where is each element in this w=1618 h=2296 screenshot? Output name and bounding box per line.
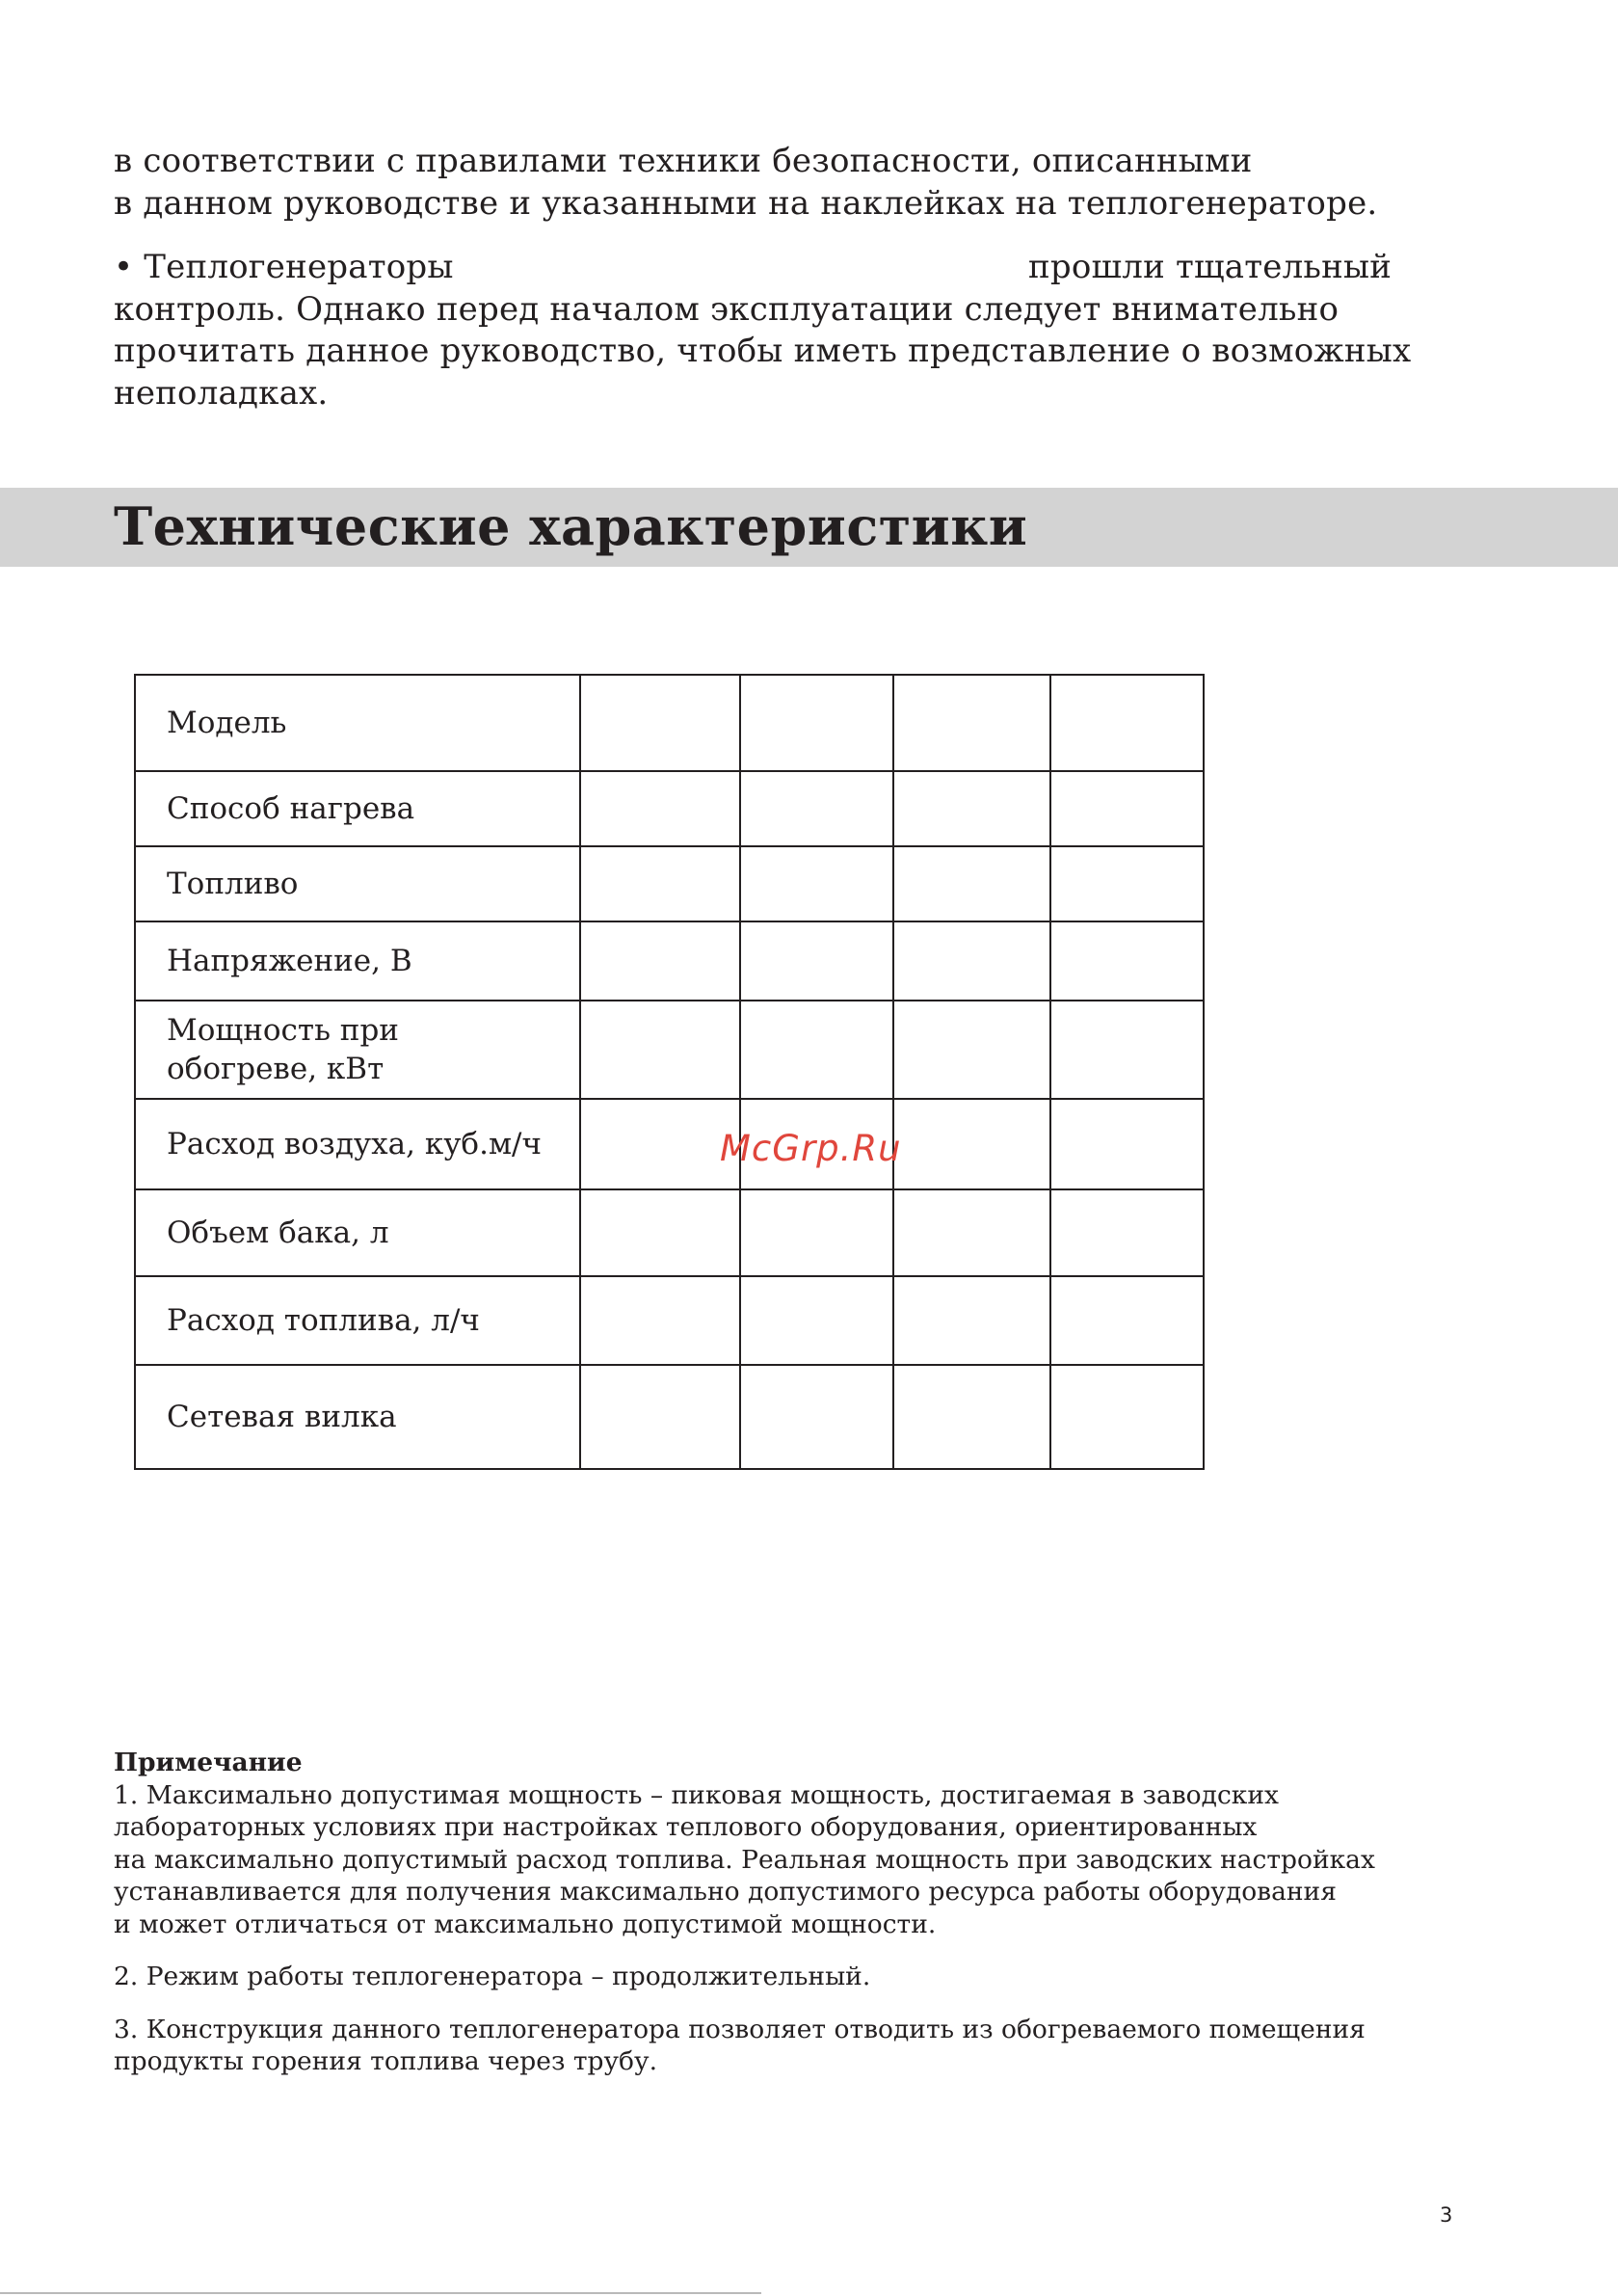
- note-3-line: продукты горения топлива через трубу.: [114, 2046, 658, 2076]
- notes-title: Примечание: [114, 1748, 303, 1777]
- table-row: [135, 921, 1204, 1001]
- intro-line: в данном руководстве и указанными на наклейках на теплогенераторе.: [114, 183, 1378, 223]
- value-cell: [580, 675, 740, 771]
- value-cell: [1050, 771, 1204, 846]
- value-cell: [740, 1276, 893, 1365]
- row-label: Способ нагрева: [167, 791, 415, 826]
- value-cell: [740, 675, 893, 771]
- spec-table-body: [135, 675, 1204, 1469]
- spec-table: [134, 674, 1205, 1470]
- value-cell: [580, 1365, 740, 1469]
- row-label: Топливо: [167, 867, 299, 901]
- watermark: McGrp.Ru: [720, 1128, 902, 1169]
- note-1-line: лабораторных условиях при настройках теплового оборудования, ориентированных: [114, 1812, 1258, 1842]
- row-label: Сетевая вилка: [167, 1400, 397, 1434]
- section-title: Технические характеристики: [114, 495, 1028, 557]
- intro-line: прочитать данное руководство, чтобы иметь представление о возможных: [114, 332, 1412, 370]
- value-cell: [893, 675, 1050, 771]
- intro-paragraph-2: [114, 247, 1411, 414]
- row-label-cell: [135, 1365, 580, 1469]
- table-row: [135, 1001, 1204, 1099]
- row-label-cell: [135, 1276, 580, 1365]
- bullet-text-left: • Теплогенераторы: [114, 248, 454, 286]
- row-label-cell: [135, 1001, 580, 1099]
- table-row: [135, 1365, 1204, 1469]
- row-label-cell: [135, 771, 580, 846]
- row-label-cell: [135, 921, 580, 1001]
- value-cell: [740, 1365, 893, 1469]
- row-label: Расход воздуха, куб.м/ч: [167, 1127, 542, 1161]
- value-cell: [1050, 675, 1204, 771]
- value-cell: [1050, 921, 1204, 1001]
- bullet-line: [114, 247, 1411, 289]
- note-3-line: 3. Конструкция данного теплогенератора позволяет отводить из обогреваемого помещения: [114, 2014, 1366, 2044]
- intro-line: в соответствии с правилами техники безопасности, описанными: [114, 142, 1253, 180]
- value-cell: [893, 1365, 1050, 1469]
- row-label-cell: [135, 846, 580, 921]
- row-label: Модель: [167, 706, 287, 740]
- value-cell: [1050, 1276, 1204, 1365]
- note-1-line: 1. Максимально допустимая мощность – пиковая мощность, достигаемая в заводских: [114, 1779, 1279, 1810]
- value-cell: [580, 771, 740, 846]
- value-cell: [1050, 1189, 1204, 1276]
- table-row: [135, 771, 1204, 846]
- value-cell: [1050, 1099, 1204, 1189]
- row-label-cell: [135, 1099, 580, 1189]
- value-cell: [1050, 1001, 1204, 1099]
- table-row: [135, 1276, 1204, 1365]
- value-cell: [580, 921, 740, 1001]
- value-cell: [580, 1276, 740, 1365]
- bullet-text-right: прошли тщательный: [1028, 248, 1393, 286]
- value-cell: [893, 1001, 1050, 1099]
- value-cell: [893, 771, 1050, 846]
- bottom-rule: [0, 2292, 761, 2294]
- table-row: [135, 1189, 1204, 1276]
- value-cell: [740, 846, 893, 921]
- row-label: Мощность при обогреве, кВт: [167, 1013, 399, 1086]
- note-1-line: устанавливается для получения максимально допустимого ресурса работы оборудования: [114, 1877, 1337, 1907]
- note-2: 2. Режим работы теплогенератора – продолжительный.: [114, 1962, 871, 1991]
- intro-line: контроль. Однако перед началом эксплуатации следует внимательно: [114, 289, 1339, 329]
- value-cell: [740, 771, 893, 846]
- value-cell: [893, 921, 1050, 1001]
- row-label: Расход топлива, л/ч: [167, 1303, 480, 1338]
- value-cell: [1050, 846, 1204, 921]
- value-cell: [580, 1001, 740, 1099]
- value-cell: [1050, 1365, 1204, 1469]
- value-cell: [893, 1276, 1050, 1365]
- row-label-cell: [135, 1189, 580, 1276]
- table-row: [135, 675, 1204, 771]
- table-row: [135, 1099, 1204, 1189]
- value-cell: [740, 1189, 893, 1276]
- value-cell: [580, 1189, 740, 1276]
- value-cell: [580, 1099, 740, 1189]
- notes-block: [114, 1747, 1375, 2078]
- row-label-cell: [135, 675, 580, 771]
- page-number: 3: [1440, 2203, 1453, 2227]
- row-label: Напряжение, В: [167, 944, 412, 978]
- value-cell: [580, 846, 740, 921]
- value-cell: [893, 1099, 1050, 1189]
- value-cell: [740, 1001, 893, 1099]
- value-cell: [893, 1189, 1050, 1276]
- intro-line: неполадках.: [114, 373, 329, 413]
- value-cell: [893, 846, 1050, 921]
- value-cell: [740, 921, 893, 1001]
- section-header-bar: [0, 488, 1618, 567]
- table-row: [135, 846, 1204, 921]
- note-1-line: на максимально допустимый расход топлива. Реальная мощность при заводских настройках: [114, 1844, 1375, 1875]
- note-1-line: и может отличаться от максимально допустимой мощности.: [114, 1909, 937, 1939]
- row-label: Объем бака, л: [167, 1215, 389, 1250]
- intro-paragraph-1: [114, 141, 1377, 225]
